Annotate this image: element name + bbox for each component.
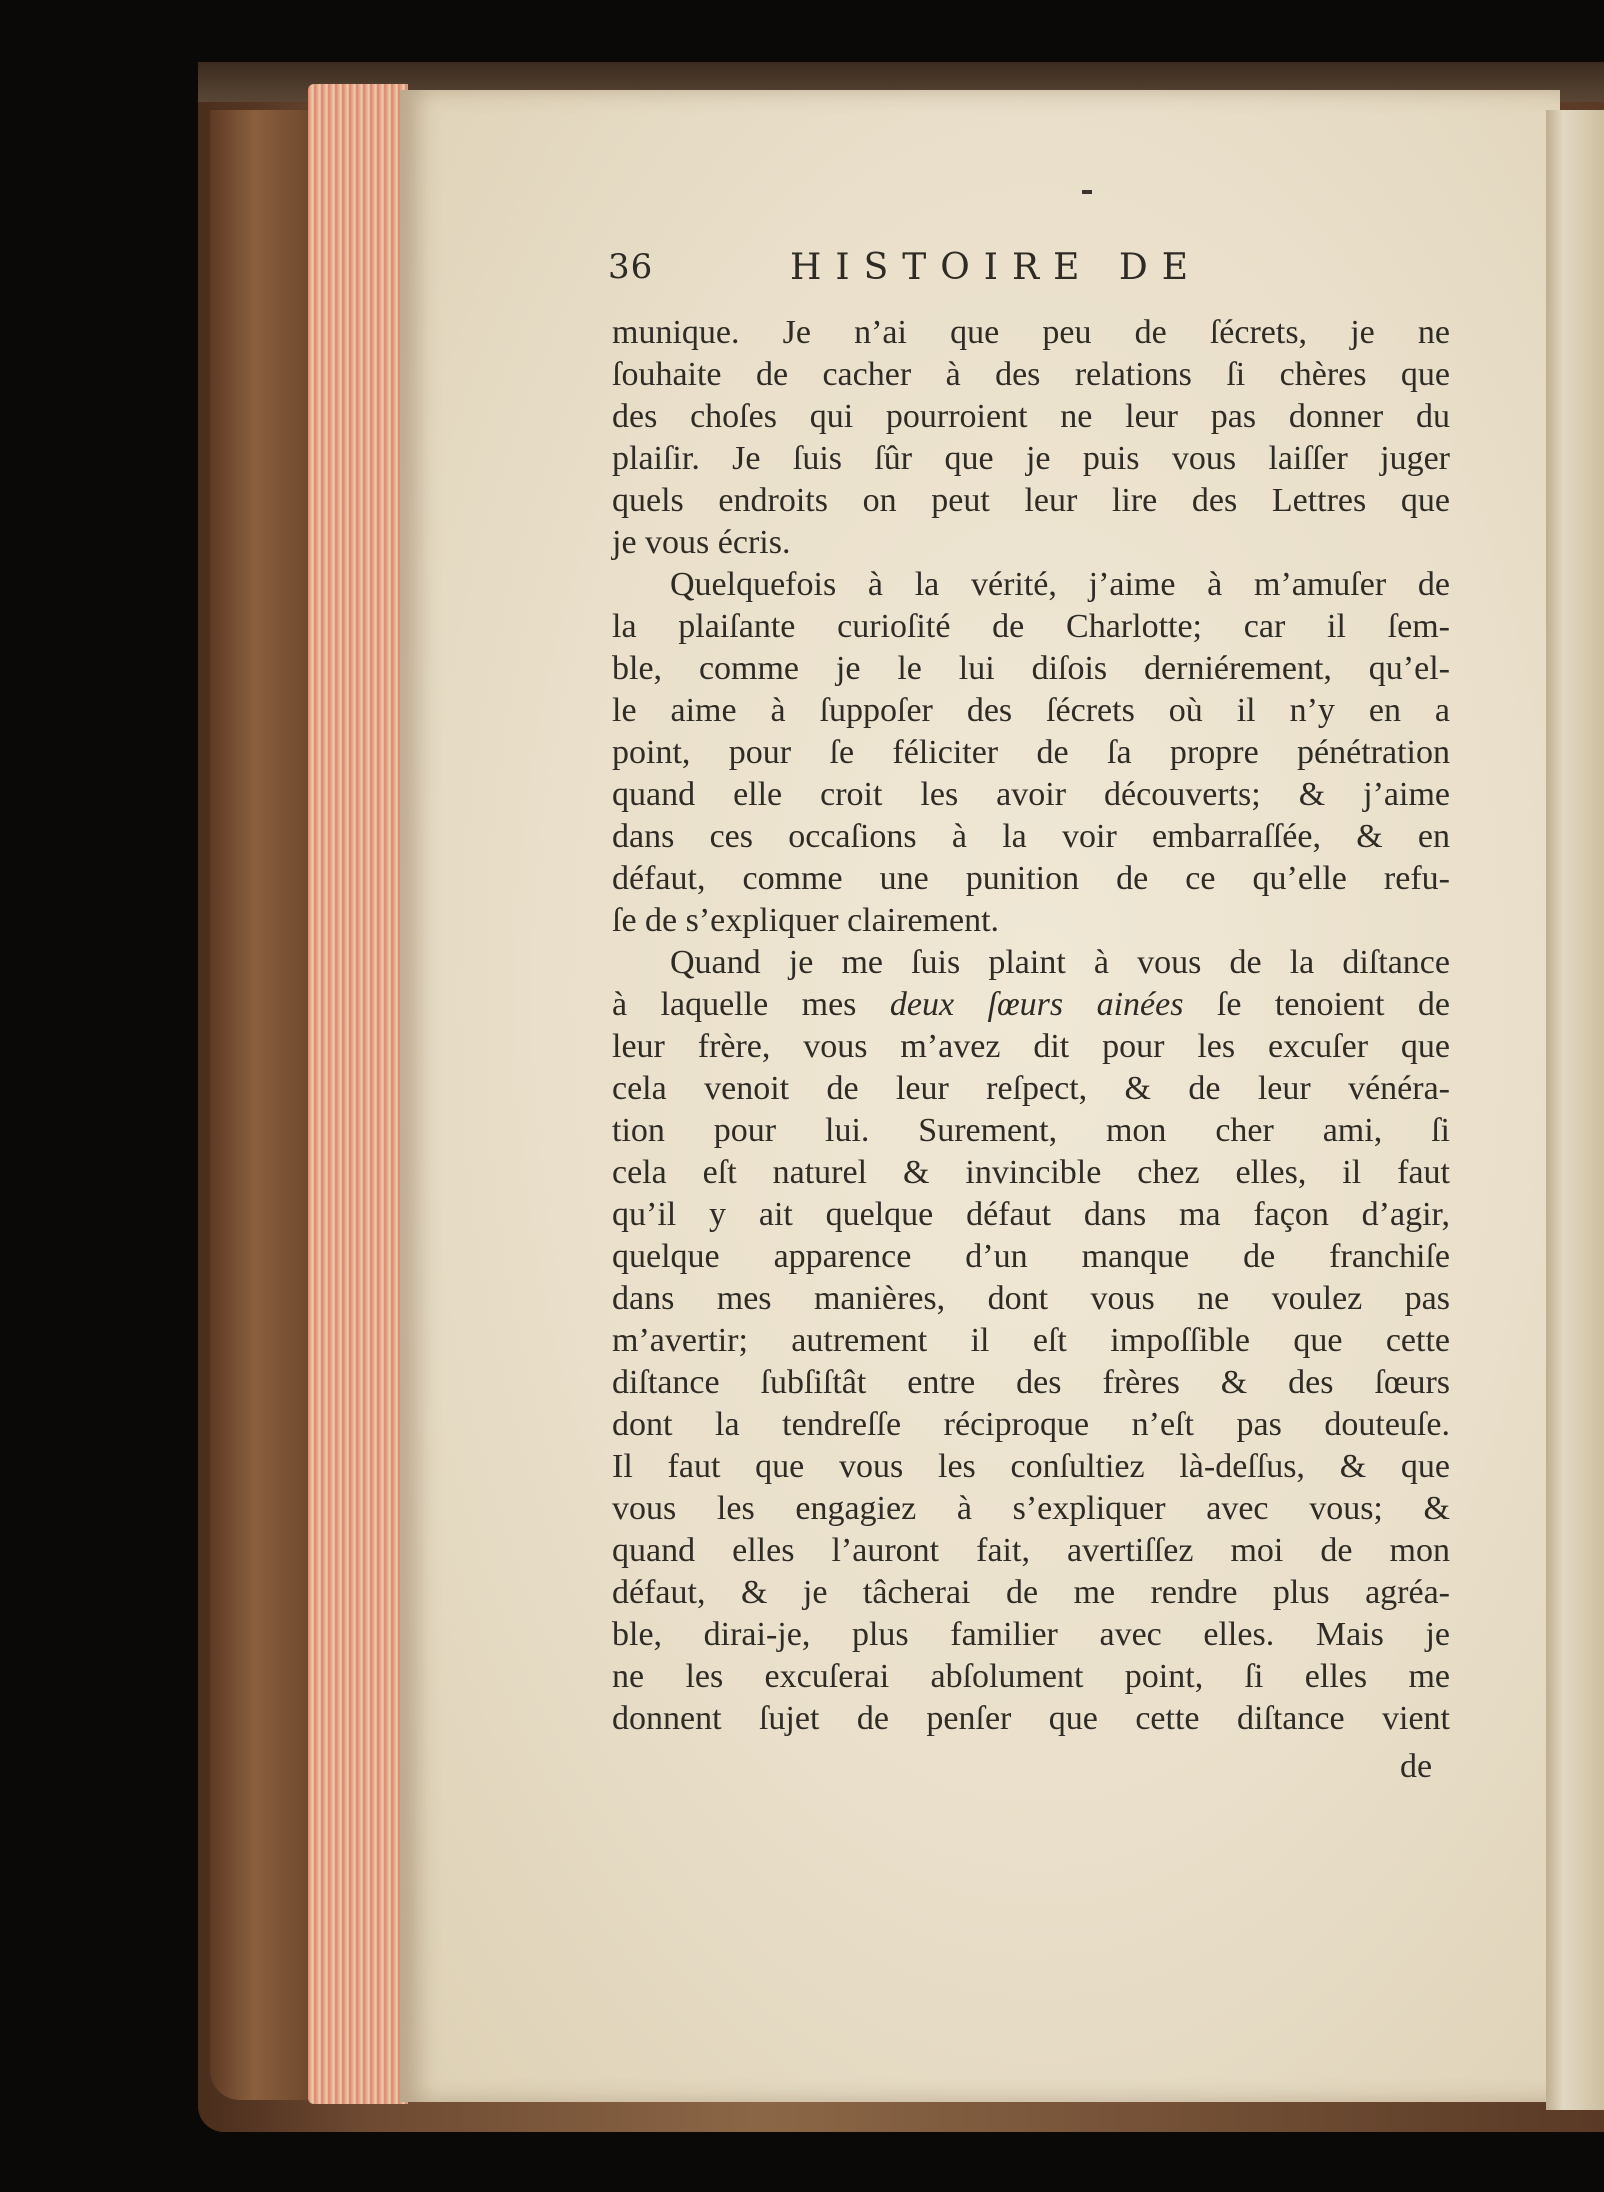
body-text (612, 312, 1450, 1740)
text-line: plaiſir. Je ſuis ſûr que je puis vous laiſſer juger (612, 440, 1450, 477)
text-line: munique. Je n’ai que peu de ſécrets, je ne (612, 314, 1450, 351)
paragraph-start-line: Quand je me ſuis plaint à vous de la diſtance (670, 944, 1450, 981)
text-line: qu’il y ait quelque défaut dans ma façon d’agir, (612, 1196, 1450, 1233)
text-line: Il faut que vous les conſultiez là-deſſus, & que (612, 1448, 1450, 1485)
text-line: je vous écris. (612, 524, 791, 561)
text-line: ble, comme je le lui diſois derniérement, qu’el- (612, 650, 1450, 687)
page-number: 36 (608, 247, 654, 287)
text-line: dont la tendreſſe réciproque n’eſt pas douteuſe. (612, 1406, 1450, 1443)
text-fragment: ſe tenoient de (1183, 986, 1450, 1023)
text-line: m’avertir; autrement il eſt impoſſible que cette (612, 1322, 1450, 1359)
text-line: dans ces occaſions à la voir embarraſſée, & en (612, 818, 1450, 855)
text-line: quand elle croit les avoir découverts; & j’aime (612, 776, 1450, 813)
page-edges (308, 84, 408, 2104)
text-line-with-italic (612, 984, 1450, 1026)
text-line: le aime à ſuppoſer des ſécrets où il n’y en a (612, 692, 1450, 729)
cover-fold (210, 110, 320, 2100)
text-line: des choſes qui pourroient ne leur pas donner du (612, 398, 1450, 435)
text-line: défaut, & je tâcherai de me rendre plus agréa- (612, 1574, 1450, 1611)
text-fragment: à laquelle mes (612, 986, 890, 1023)
text-line: dans mes manières, dont vous ne voulez pas (612, 1280, 1450, 1317)
text-line: défaut, comme une punition de ce qu’elle refu- (612, 860, 1450, 897)
text-line: tion pour lui. Surement, mon cher ami, ſi (612, 1112, 1450, 1149)
text-line: vous les engagiez à s’expliquer avec vous; & (612, 1490, 1450, 1527)
text-line: leur frère, vous m’avez dit pour les excuſer que (612, 1028, 1450, 1065)
text-line: cela eſt naturel & invincible chez elles, il faut (612, 1154, 1450, 1191)
text-line: ſouhaite de cacher à des relations ſi chères que (612, 356, 1450, 393)
text-line: quels endroits on peut leur lire des Lettres que (612, 482, 1450, 519)
text-line: la plaiſante curioſité de Charlotte; car il ſem- (612, 608, 1450, 645)
running-head-title: HISTOIRE DE (790, 247, 1202, 288)
running-head (608, 247, 1438, 297)
text-line: ſe de s’expliquer clairement. (612, 902, 1000, 939)
text-line: ne les excuſerai abſolument point, ſi elles me (612, 1658, 1450, 1695)
text-line: quelque apparence d’un manque de franchiſe (612, 1238, 1450, 1275)
paragraph-start-line: Quelquefois à la vérité, j’aime à m’amuſer de (670, 566, 1450, 603)
next-page-edge (1546, 110, 1604, 2110)
italic-text: deux ſœurs ainées (889, 986, 1184, 1023)
text-line: cela venoit de leur reſpect, & de leur vénéra- (612, 1070, 1450, 1107)
ink-mark (1082, 190, 1092, 194)
text-line: quand elles l’auront fait, avertiſſez moi de mon (612, 1532, 1450, 1569)
text-line: ble, dirai-je, plus familier avec elles. Mais je (612, 1616, 1450, 1653)
text-line: point, pour ſe féliciter de ſa propre pénétration (612, 734, 1450, 771)
catchword: de (1400, 1748, 1433, 1785)
text-line: diſtance ſubſiſtât entre des frères & des ſœurs (612, 1364, 1450, 1401)
text-line: donnent ſujet de penſer que cette diſtance vient (612, 1700, 1450, 1737)
